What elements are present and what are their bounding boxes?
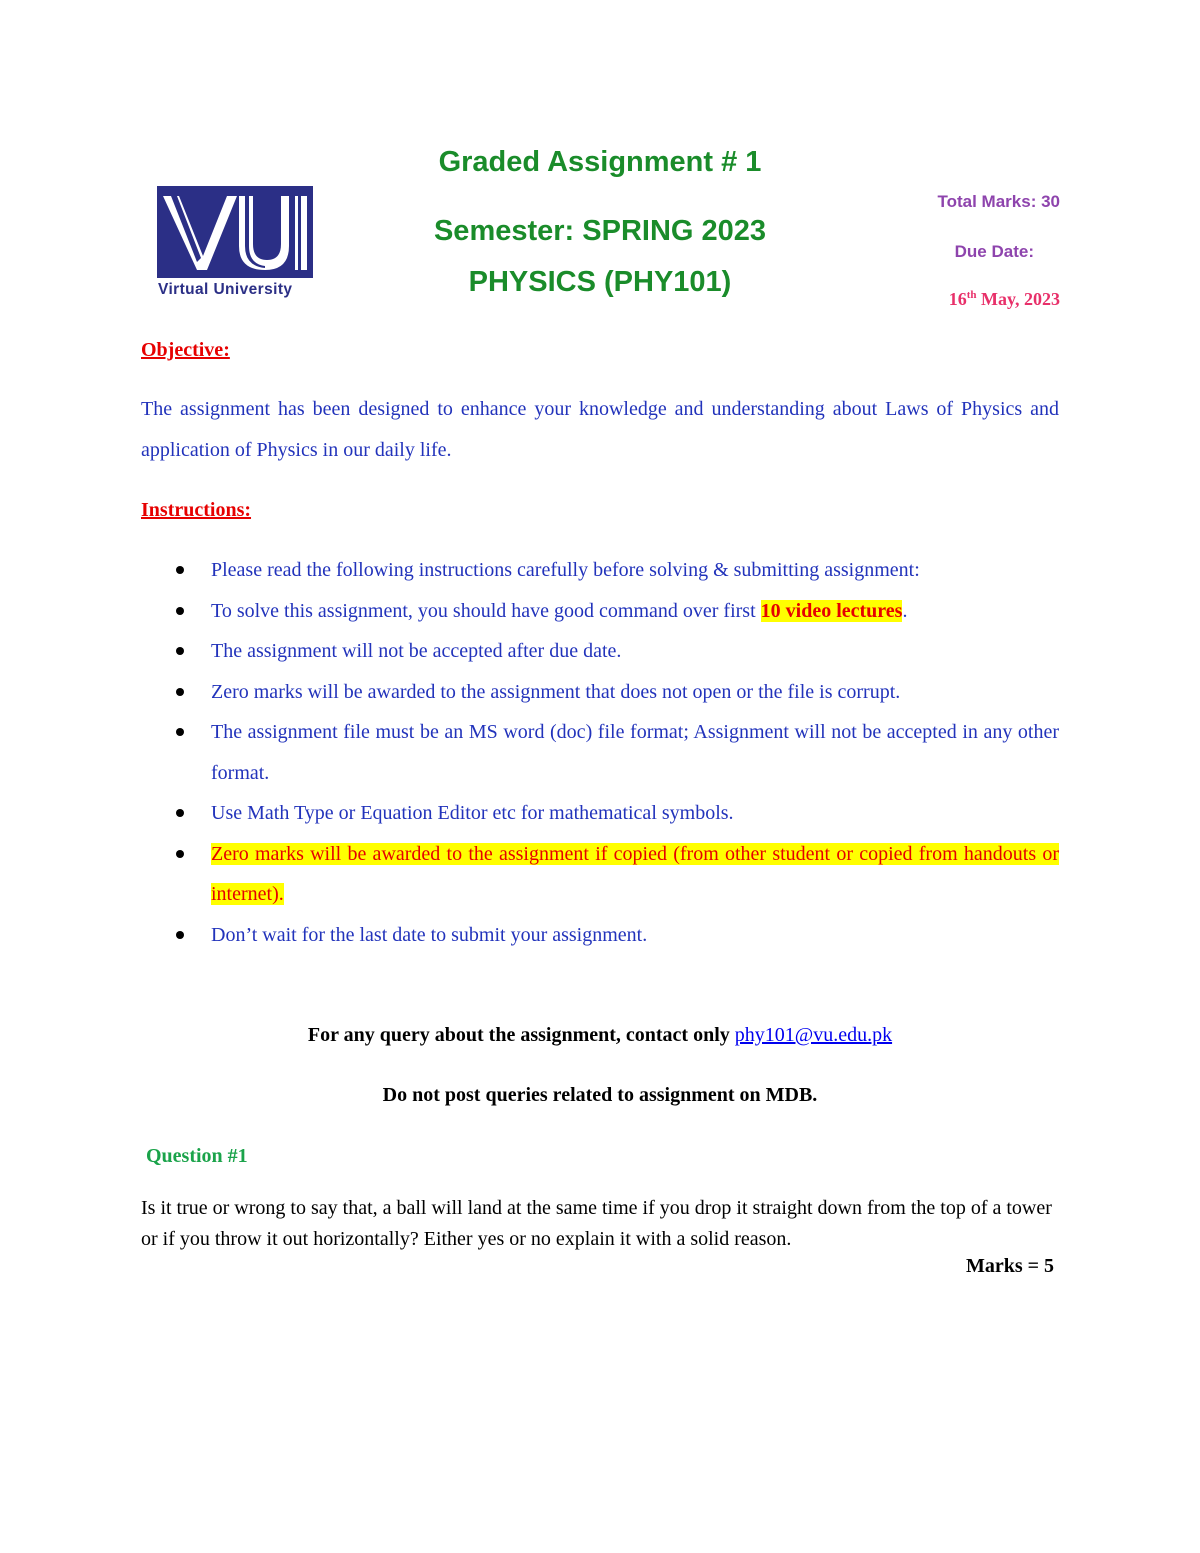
- bullet-icon: [176, 647, 184, 655]
- due-day: 16: [948, 289, 967, 309]
- bullet-icon: [176, 566, 184, 574]
- logo-caption: Virtual University: [158, 281, 293, 298]
- instruction-text: Don’t wait for the last date to submit your assignment.: [211, 923, 648, 946]
- contact-email-link[interactable]: phy101@vu.edu.pk: [734, 1024, 893, 1046]
- objective-text: The assignment has been designed to enhance your knowledge and understanding about Laws of Physics and application of Physics in our daily life.: [141, 398, 1059, 461]
- instruction-item: [141, 793, 1059, 834]
- mdb-note: Do not post queries related to assignment on MDB.: [382, 1084, 818, 1106]
- assignment-title: Graded Assignment # 1: [438, 146, 762, 178]
- instruction-text: To solve this assignment, you should have good command over first: [211, 599, 761, 622]
- objective-heading: Objective:: [141, 339, 230, 361]
- instruction-item: [141, 915, 1059, 956]
- question-title: Question #1: [146, 1145, 248, 1167]
- instruction-item-warning: [141, 834, 1059, 915]
- contact-prefix: For any query about the assignment, contact only: [307, 1024, 735, 1046]
- bullet-icon: [176, 607, 184, 615]
- bullet-icon: [176, 688, 184, 696]
- due-date-label: Due Date:: [954, 242, 1034, 261]
- vu-logo-mark: [157, 186, 313, 278]
- vu-logo: [157, 186, 315, 303]
- instruction-item: [141, 712, 1059, 793]
- instruction-text: Use Math Type or Equation Editor etc for mathematical symbols.: [211, 802, 734, 824]
- instructions-list: [141, 550, 1059, 955]
- instruction-item: [141, 591, 1059, 632]
- bullet-icon: [176, 931, 184, 939]
- instruction-item: [141, 550, 1059, 591]
- instruction-text: Please read the following instructions carefully before solving & submitting assignment:: [211, 559, 920, 581]
- question-marks: Marks = 5: [965, 1255, 1054, 1277]
- bullet-icon: [176, 850, 184, 858]
- instruction-item: [141, 631, 1059, 672]
- course-label: PHYSICS (PHY101): [468, 266, 732, 298]
- semester-label: Semester: SPRING 2023: [433, 215, 767, 247]
- question-text: Is it true or wrong to say that, a ball will land at the same time if you drop it straight down from the top of a tower or if you throw it out horizontally? Either yes or no explain it with a solid reason.: [141, 1197, 1052, 1250]
- instruction-text-end: .: [902, 599, 908, 622]
- bullet-icon: [176, 728, 184, 736]
- due-date-value: [949, 289, 1060, 310]
- instruction-text: The assignment file must be an MS word (doc) file format; Assignment will not be accepted in any other format.: [211, 721, 1059, 784]
- due-rest: May, 2023: [976, 289, 1060, 309]
- instructions-heading: Instructions:: [141, 499, 252, 521]
- total-marks: Total Marks: 30: [937, 192, 1060, 211]
- highlighted-lectures: 10 video lectures: [760, 599, 903, 622]
- contact-line: [141, 1024, 1059, 1047]
- instruction-text: Zero marks will be awarded to the assignment that does not open or the file is corrupt.: [211, 680, 901, 703]
- instruction-text: Zero marks will be awarded to the assignment if copied (from other student or copied from handouts or internet).: [211, 842, 1059, 905]
- due-suffix: th: [966, 289, 977, 301]
- bullet-icon: [176, 809, 184, 817]
- instruction-text: The assignment will not be accepted after due date.: [211, 640, 622, 662]
- instruction-item: [141, 672, 1059, 713]
